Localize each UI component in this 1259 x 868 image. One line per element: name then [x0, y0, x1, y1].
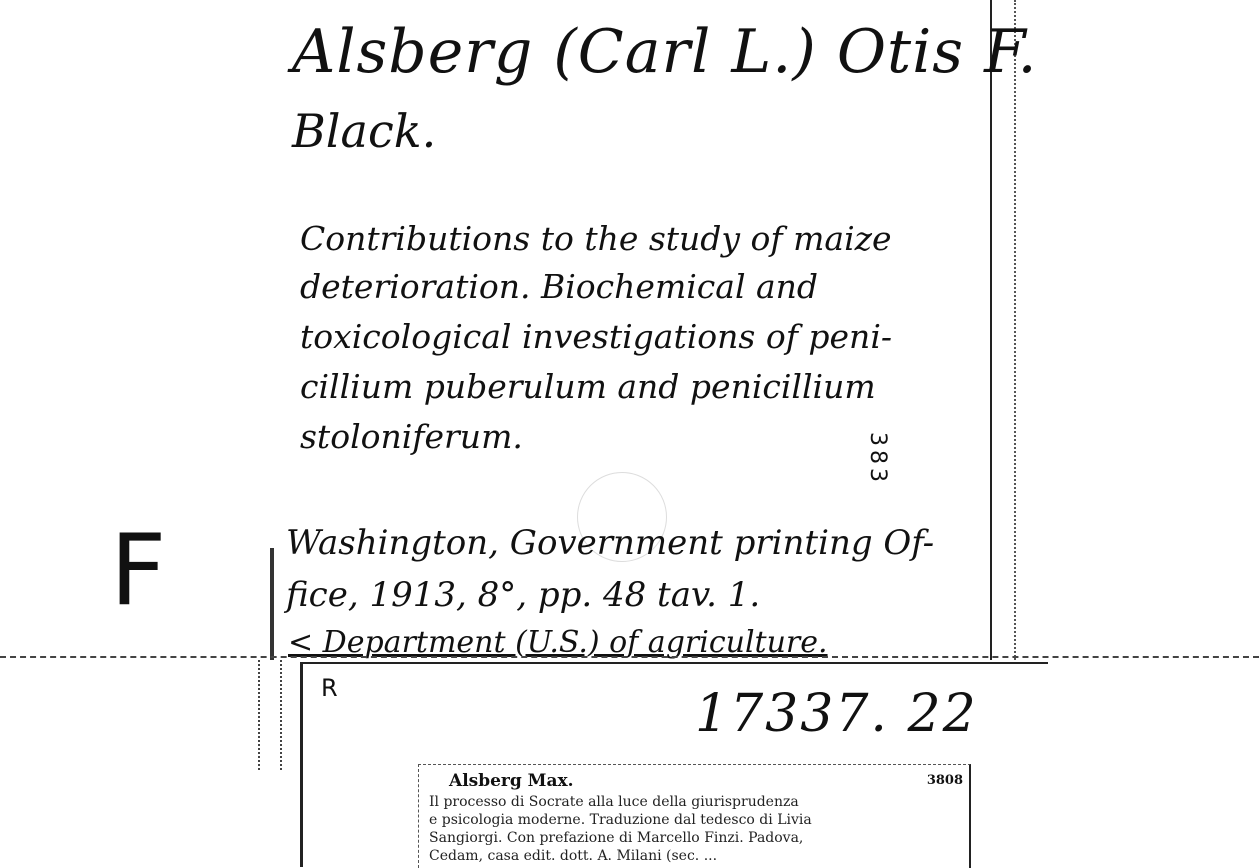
- title-line: stoloniferum.: [300, 417, 523, 456]
- author-heading: Alsberg (Carl L.) Otis F.: [292, 17, 1038, 87]
- clipping-line: Il processo di Socrate alla luce della giurisprudenza: [429, 794, 799, 810]
- call-number: 383: [865, 432, 890, 486]
- clipping-line: Cedam, casa edit. dott. A. Milani (sec. ...: [429, 848, 718, 864]
- imprint-line: fice, 1913, 8°, pp. 48 tav. 1.: [286, 575, 761, 615]
- card-strip: [258, 660, 282, 770]
- accession-number: 17337. 22: [695, 684, 978, 744]
- catalog-card-second: [300, 662, 1048, 867]
- printed-clipping: [418, 764, 971, 868]
- clipping-line: Sangiorgi. Con prefazione di Marcello Finzi. Padova,: [429, 830, 804, 846]
- scan-cut-line: [0, 656, 1259, 658]
- card-edge-mark: [270, 548, 274, 660]
- series-note: < Department (U.S.) of agriculture.: [288, 628, 828, 660]
- catalog-card-main: [262, 0, 1038, 660]
- page-edge: [1014, 0, 1022, 660]
- imprint-line: Washington, Government printing Of-: [286, 523, 935, 563]
- clipping-line: e psicologia moderne. Traduzione dal tedesco di Livia: [429, 812, 812, 828]
- clipping-number: 3808: [926, 773, 963, 788]
- title-line: cillium puberulum and penicillium: [300, 367, 876, 406]
- title-line: deterioration. Biochemical and: [300, 267, 819, 306]
- clipping-author: Alsberg Max.: [449, 771, 574, 791]
- margin-letter-f: F: [110, 514, 167, 628]
- card-mark: R: [321, 674, 338, 702]
- title-line: Contributions to the study of maize: [300, 219, 892, 258]
- title-line: toxicological investigations of peni-: [300, 317, 893, 356]
- author-heading-continued: Black.: [292, 104, 437, 158]
